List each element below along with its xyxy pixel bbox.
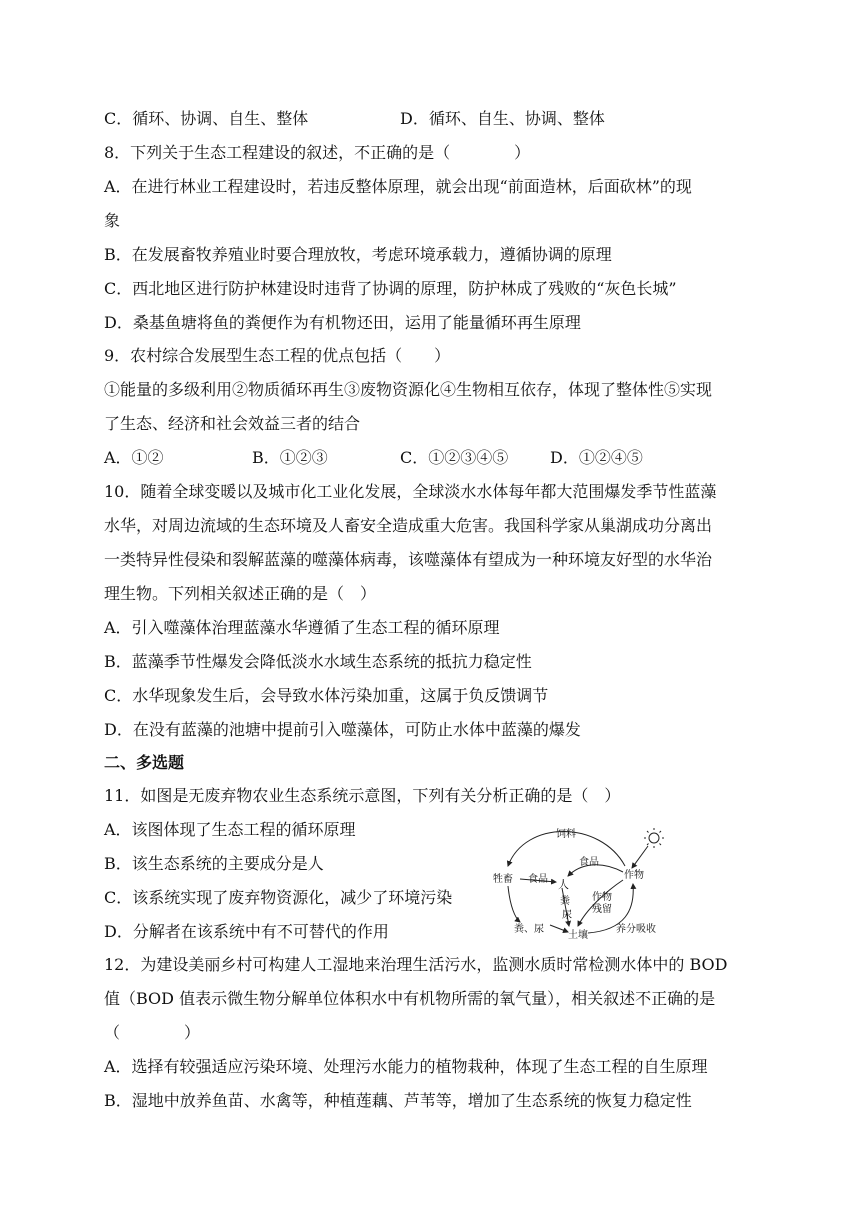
q8-option-b: B．在发展畜牧养殖业时要合理放牧，考虑环境承载力，遵循协调的原理 — [104, 245, 612, 264]
q7-option-d: D．循环、自生、协调、整体 — [400, 109, 605, 128]
q12-stem-line2: 值（BOD 值表示微生物分解单位体积水中有机物所需的氧气量），相关叙述不正确的是 — [104, 989, 716, 1008]
q9-body-cont: 了生态、经济和社会效益三者的结合 — [104, 414, 361, 433]
diagram-label-manure: 粪 — [560, 896, 570, 907]
diagram-label-nutrient-absorption: 养分吸收 — [616, 924, 656, 935]
arrow-livestock-dung — [508, 886, 520, 922]
q9-option-a: A．①② — [104, 448, 164, 467]
q8-option-c: C．西北地区进行防护林建设时违背了协调的原理，防护林成了残败的“灰色长城” — [104, 279, 677, 298]
q12-option-b: B．湿地中放养鱼苗、水禽等，种植莲藕、芦苇等，增加了生态系统的恢复力稳定性 — [104, 1091, 692, 1110]
diagram-label-urine: 尿 — [562, 910, 572, 921]
q10-stem-line4: 理生物。下列相关叙述正确的是（ ） — [104, 584, 377, 603]
q11-option-b: B．该生态系统的主要成分是人 — [104, 854, 324, 873]
q12-stem-line3: （ ） — [104, 1023, 201, 1042]
q10-option-a: A．引入噬藻体治理蓝藻水华遵循了生态工程的循环原理 — [104, 618, 500, 637]
sun-icon — [644, 828, 664, 848]
q8-option-d: D．桑基鱼塘将鱼的粪便作为有机物还田，运用了能量循环再生原理 — [104, 313, 581, 332]
q9-option-b: B．①②③ — [252, 448, 328, 467]
q10-option-d: D．在没有蓝藻的池塘中提前引入噬藻体，可防止水体中蓝藻的爆发 — [104, 720, 581, 739]
diagram-label-human: 人 — [558, 878, 569, 891]
diagram-label-food-livestock: 食品 — [528, 874, 548, 885]
q10-option-c: C．水华现象发生后，会导致水体污染加重，这属于负反馈调节 — [104, 686, 549, 705]
diagram-label-residue-1: 作物 — [592, 892, 612, 903]
diagram-label-dung-urine: 粪、尿 — [514, 924, 544, 935]
arrow-dung-soil — [550, 925, 568, 932]
q9-stem: 9．农村综合发展型生态工程的优点包括（ ） — [104, 346, 451, 365]
q11-option-c: C．该系统实现了废弃物资源化，减少了环境污染 — [104, 888, 453, 907]
section-heading-multiple-choice: 二、多选题 — [104, 753, 185, 772]
q10-option-b: B．蓝藻季节性爆发会降低淡水水域生态系统的抵抗力稳定性 — [104, 652, 532, 671]
q12-stem-line1: 12．为建设美丽乡村可构建人工湿地来治理生活污水，监测水质时常检测水体中的 BOD — [104, 955, 728, 974]
q7-option-c: C．循环、协调、自生、整体 — [104, 109, 309, 128]
q10-stem-line3: 一类特异性侵染和裂解蓝藻的噬藻体病毒，该噬藻体有望成为一种环境友好型的水华治 — [104, 550, 713, 569]
q9-option-d: D．①②④⑤ — [550, 448, 643, 467]
ecosystem-diagram — [480, 822, 670, 940]
q11-option-a: A．该图体现了生态工程的循环原理 — [104, 820, 356, 839]
diagram-label-soil: 土壤 — [568, 930, 588, 940]
q8-stem: 8．下列关于生态工程建设的叙述，不正确的是（ ） — [104, 143, 531, 162]
arrow-crop-residue-soil — [578, 880, 623, 926]
arrow-sunlight — [632, 846, 648, 868]
q11-stem: 11．如图是无废弃物农业生态系统示意图，下列有关分析正确的是（ ） — [104, 786, 621, 805]
q11-option-d: D．分解者在该系统中有不可替代的作用 — [104, 922, 389, 941]
diagram-label-crop: 作物 — [624, 870, 644, 881]
diagram-label-residue-2: 残留 — [592, 904, 612, 915]
diagram-label-feed: 饲料 — [556, 829, 576, 840]
q8-option-a-cont: 象 — [104, 211, 121, 230]
q10-stem-line2: 水华，对周边流域的生态环境及人畜安全造成重大危害。我国科学家从巢湖成功分离出 — [104, 516, 713, 535]
q9-option-c: C．①②③④⑤ — [400, 448, 509, 467]
q12-option-a: A．选择有较强适应污染环境、处理污水能力的植物栽种，体现了生态工程的自生原理 — [104, 1057, 708, 1076]
diagram-label-livestock: 牲畜 — [493, 874, 513, 885]
diagram-label-food-crop: 食品 — [579, 857, 599, 868]
q9-body: ①能量的多级利用②物质循环再生③废物资源化④生物相互依存，体现了整体性⑤实现 — [104, 380, 713, 399]
q8-option-a: A．在进行林业工程建设时，若违反整体原理，就会出现“前面造林，后面砍林”的现 — [104, 177, 692, 196]
q10-stem-line1: 10．随着全球变暖以及城市化工业化发展，全球淡水水体每年都大范围爆发季节性蓝藻 — [104, 482, 717, 501]
